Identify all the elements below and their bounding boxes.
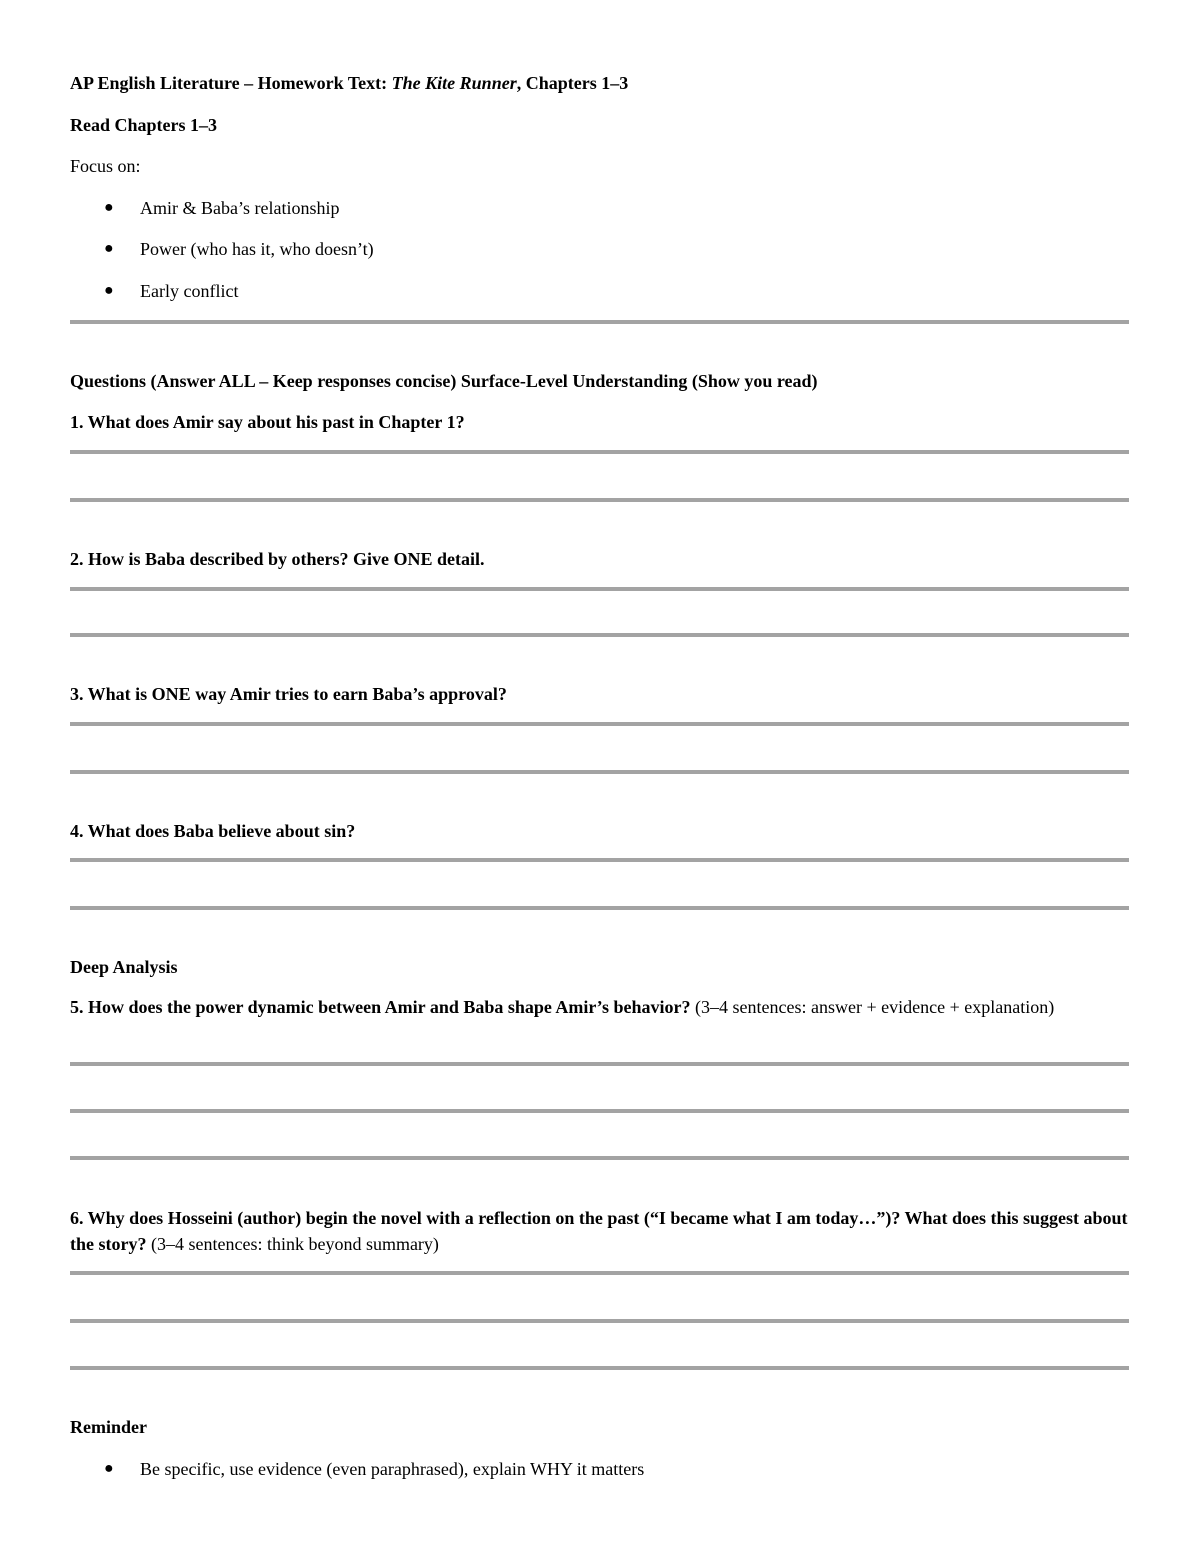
- bullet-icon: ●: [104, 282, 114, 299]
- title-prefix: AP English Literature – Homework Text:: [70, 73, 392, 93]
- focus-item: Early conflict: [140, 281, 239, 301]
- focus-label: Focus on:: [70, 156, 141, 176]
- question-6-note: (3–4 sentences: think beyond summary): [146, 1234, 439, 1254]
- answer-line[interactable]: [70, 498, 1129, 502]
- answer-line[interactable]: [70, 1319, 1129, 1323]
- question-5-text: 5. How does the power dynamic between Amir and Baba shape Amir’s behavior?: [70, 997, 691, 1017]
- question-1: 1. What does Amir say about his past in Chapter 1?: [70, 412, 465, 432]
- question-3: 3. What is ONE way Amir tries to earn Baba’s approval?: [70, 684, 507, 704]
- worksheet-title: [70, 72, 628, 94]
- answer-line[interactable]: [70, 1156, 1129, 1160]
- deep-analysis-heading: Deep Analysis: [70, 957, 178, 977]
- answer-line[interactable]: [70, 633, 1129, 637]
- question-6-text: 6. Why does Hosseini (author) begin the novel with a reflection on the past (“I became what I am today…”)? What does this suggest about the story?: [70, 1208, 1128, 1254]
- answer-line[interactable]: [70, 1109, 1129, 1113]
- reminder-item: Be specific, use evidence (even paraphrased), explain WHY it matters: [140, 1459, 645, 1479]
- answer-line[interactable]: [70, 770, 1129, 774]
- title-suffix: , Chapters 1–3: [516, 73, 629, 93]
- answer-line[interactable]: [70, 1062, 1129, 1066]
- divider: [70, 320, 1129, 324]
- answer-line[interactable]: [70, 1271, 1129, 1275]
- focus-item: Power (who has it, who doesn’t): [140, 239, 374, 259]
- bullet-icon: ●: [104, 199, 114, 216]
- question-6: [70, 1205, 1130, 1257]
- questions-heading: Questions (Answer ALL – Keep responses concise) Surface-Level Understanding (Show you read): [70, 371, 818, 391]
- answer-line[interactable]: [70, 450, 1129, 454]
- book-title: The Kite Runner: [391, 73, 517, 93]
- answer-line[interactable]: [70, 722, 1129, 726]
- question-5: [70, 994, 1130, 1020]
- reminder-heading: Reminder: [70, 1417, 147, 1437]
- answer-line[interactable]: [70, 858, 1129, 862]
- question-5-note: (3–4 sentences: answer + evidence + explanation): [690, 997, 1055, 1017]
- answer-line[interactable]: [70, 906, 1129, 910]
- reading-heading: Read Chapters 1–3: [70, 115, 217, 135]
- question-4: 4. What does Baba believe about sin?: [70, 821, 356, 841]
- bullet-icon: ●: [104, 240, 114, 257]
- focus-item: Amir & Baba’s relationship: [140, 198, 340, 218]
- bullet-icon: ●: [104, 1460, 114, 1477]
- question-2: 2. How is Baba described by others? Give ONE detail.: [70, 549, 485, 569]
- answer-line[interactable]: [70, 1366, 1129, 1370]
- answer-line[interactable]: [70, 587, 1129, 591]
